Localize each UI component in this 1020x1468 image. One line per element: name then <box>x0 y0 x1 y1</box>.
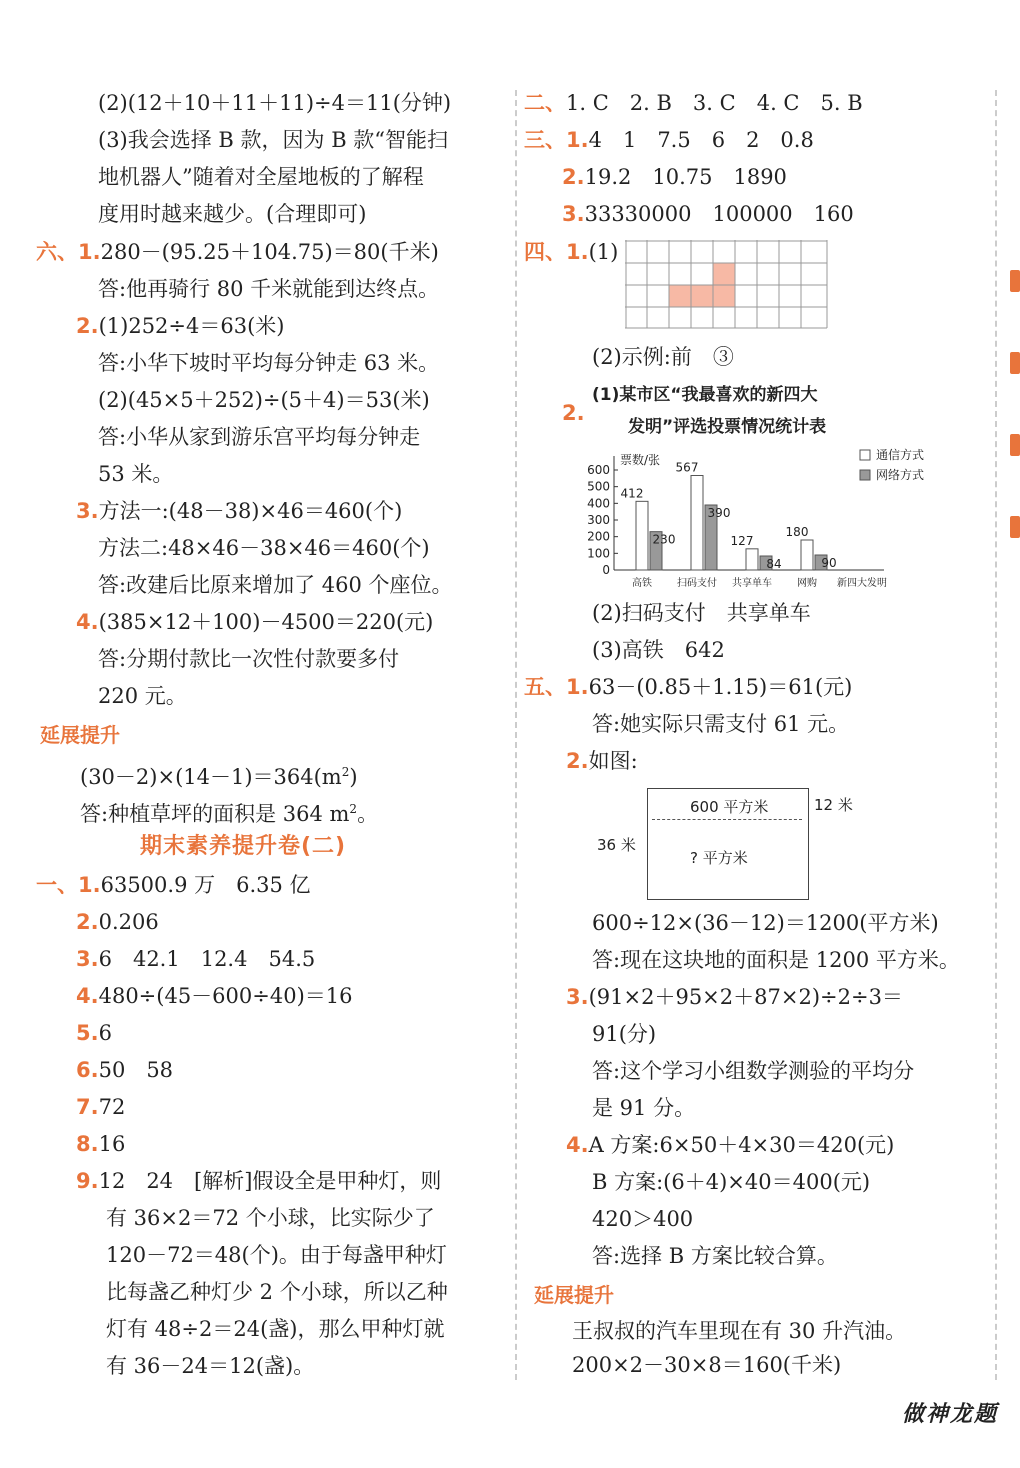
answer-text: (1)252÷4＝63(米) <box>98 314 285 338</box>
dimension-label: 12 米 <box>814 796 853 814</box>
x-tick-label: 共享单车 <box>732 578 772 589</box>
answer-5-2 <box>566 746 638 776</box>
extension-text: (30－2)×(14－1)＝364(m <box>80 765 342 789</box>
text-line: (2)(12＋10＋11＋11)÷4＝11(分钟) <box>98 91 452 115</box>
y-tick-label: 100 <box>587 546 610 561</box>
answer-text: (2)扫码支付 共享单车 <box>592 601 811 625</box>
answer-text: 有 36×2＝72 个小球，比实际少了 <box>106 1206 435 1230</box>
answer-text: 6 <box>98 1021 112 1045</box>
grid-cell <box>691 285 713 307</box>
grid-cell <box>669 285 691 307</box>
legend-label: 网络方式 <box>876 468 925 482</box>
answer-text: 答:这个学习小组数学测验的平均分 <box>592 1059 915 1083</box>
answer-5-3 <box>566 982 903 1012</box>
answer-text: 如图: <box>588 749 638 773</box>
answer-text: 33330000 100000 160 <box>584 202 854 226</box>
data-label: 390 <box>707 506 731 520</box>
legend-swatch <box>860 450 870 460</box>
grid-cell <box>713 263 735 285</box>
question-number: 4. <box>566 1133 589 1157</box>
question-number: 2. <box>76 314 99 338</box>
answer-text: 方法二:48×46－38×46＝460(个) <box>98 536 430 560</box>
answer-1-1 <box>36 870 311 900</box>
dimension-label: 36 米 <box>597 836 636 854</box>
extension-text: ) <box>349 765 358 789</box>
question-number: 1. <box>566 128 589 152</box>
area-label: 600 平方米 <box>690 798 769 816</box>
question-number: 1. <box>566 240 589 264</box>
question-6-4 <box>76 607 433 637</box>
answer-text: 0.206 <box>98 910 159 934</box>
answer-1-8 <box>76 1129 125 1159</box>
answer-text: 63500.9 万 6.35 亿 <box>100 873 311 897</box>
answer-5-1 <box>524 672 852 702</box>
bar <box>801 540 813 570</box>
answer-1-2 <box>76 907 159 937</box>
chart-title: 发明”评选投票情况统计表 <box>628 417 827 437</box>
answer-text: 480÷(45－600÷40)＝16 <box>98 984 353 1008</box>
bar-chart <box>584 448 954 594</box>
answer-text: 6 42.1 12.4 54.5 <box>98 947 316 971</box>
edge-mark <box>1010 352 1020 374</box>
answer-3-3 <box>562 199 854 229</box>
superscript: 2 <box>341 765 350 779</box>
answer-text: (3)高铁 642 <box>592 638 725 662</box>
answer-text: 50 58 <box>98 1058 174 1082</box>
data-label: 412 <box>620 486 644 501</box>
question-number: 1. <box>78 240 101 264</box>
answer-text: 12 24 [解析]假设全是甲种灯，则 <box>98 1169 442 1193</box>
legend-label: 通信方式 <box>876 448 925 462</box>
answer-text: 方法一:(48－38)×46＝460(个) <box>98 499 403 523</box>
bar <box>636 501 648 570</box>
extension-text: 200×2－30×8＝160(千米) <box>572 1353 842 1377</box>
data-label: 230 <box>652 532 676 547</box>
question-number: 1. <box>78 873 101 897</box>
page-edge-marks <box>1010 270 1020 598</box>
answer-text: 有 36－24＝12(盏)。 <box>106 1354 315 1378</box>
y-tick-label: 200 <box>587 529 610 544</box>
extension-header: 延展提升 <box>534 1283 614 1307</box>
footer-brand: 做神龙题 <box>901 1401 998 1427</box>
answer-text: 63－(0.85＋1.15)＝61(元) <box>588 675 853 699</box>
question-6-3 <box>76 496 402 526</box>
answer-text: 答:小华下坡时平均每分钟走 63 米。 <box>98 351 440 375</box>
extension-answer <box>80 794 378 829</box>
x-tick-label: 扫码支付 <box>677 578 717 589</box>
answer-text: 答:小华从家到游乐宫平均每分钟走 <box>98 425 421 449</box>
answer-text: 420＞400 <box>592 1207 694 1231</box>
extension-header: 延展提升 <box>40 723 120 747</box>
question-6-1 <box>36 237 439 267</box>
answer-text: 答:他再骑行 80 千米就能到达终点。 <box>98 277 440 301</box>
answer-text: 91(分) <box>592 1022 657 1046</box>
edge-mark <box>1010 434 1020 456</box>
edge-mark <box>1010 516 1020 538</box>
chart-title: (1)某市区“我最喜欢的新四大 <box>592 385 818 405</box>
answer-text: A 方案:6×50＋4×30＝420(元) <box>588 1133 895 1157</box>
answer-text: 72 <box>98 1095 126 1119</box>
answer-3-2 <box>562 162 787 192</box>
bar <box>746 549 758 570</box>
grid-figure <box>625 240 829 330</box>
legend-swatch <box>860 470 870 480</box>
answer-text: 比每盏乙种灯少 2 个小球，所以乙种 <box>106 1280 448 1304</box>
rectangle-figure <box>647 788 809 900</box>
answer-1-5 <box>76 1018 112 1048</box>
answer-text: (2)(45×5＋252)÷(5＋4)＝53(米) <box>98 388 430 412</box>
question-number: 9. <box>76 1169 99 1193</box>
section-label: 四、 <box>524 240 566 264</box>
edge-mark <box>1010 270 1020 292</box>
x-tick-label: 新四大发明 <box>837 578 887 589</box>
answer-4-1 <box>524 237 618 267</box>
data-label: 567 <box>675 460 699 475</box>
x-tick-label: 网购 <box>797 578 817 589</box>
question-number: 2. <box>566 749 589 773</box>
answer-text: B 方案:(6＋4)×40＝400(元) <box>592 1170 871 1194</box>
column-divider <box>515 90 517 1380</box>
answer-text: 53 米。 <box>98 462 174 486</box>
section-label: 五、 <box>524 675 566 699</box>
y-tick-label: 400 <box>587 496 610 511</box>
answer-3-1 <box>524 125 814 155</box>
answer-1-9 <box>76 1166 441 1196</box>
answer-1-7 <box>76 1092 125 1122</box>
section-2-answers <box>524 88 863 118</box>
answer-text: 280－(95.25＋104.75)＝80(千米) <box>100 240 439 264</box>
answer-text: 答:分期付款比一次性付款要多付 <box>98 647 400 671</box>
question-number: 1. <box>566 675 589 699</box>
answer-text: 4 1 7.5 6 2 0.8 <box>588 128 814 152</box>
data-label: 180 <box>785 525 809 539</box>
question-number: 3. <box>76 499 99 523</box>
extension-text: 。 <box>357 802 379 826</box>
question-number: 4. <box>76 984 99 1008</box>
y-tick-label: 300 <box>587 513 610 527</box>
section-label: 二、 <box>524 91 566 115</box>
answer-text: 120－72＝48(个)。由于每盏甲种灯 <box>106 1243 447 1267</box>
column-divider-right <box>995 90 997 1380</box>
question-number: 2. <box>76 910 99 934</box>
answer-text: 220 元。 <box>98 684 187 708</box>
y-tick-label: 0 <box>602 563 610 577</box>
answer-text: 600÷12×(36－12)＝1200(平方米) <box>592 911 939 935</box>
answer-text: 灯有 48÷2＝24(盏)，那么甲种灯就 <box>106 1317 445 1341</box>
extension-calc <box>80 757 358 792</box>
question-number: 2. <box>562 401 585 425</box>
question-number <box>562 398 585 428</box>
question-number: 6. <box>76 1058 99 1082</box>
section-label: 一、 <box>36 873 78 897</box>
question-number: 3. <box>76 947 99 971</box>
answer-text: 答:她实际只需支付 61 元。 <box>592 712 850 736</box>
answer-text: 答:现在这块地的面积是 1200 平方米。 <box>592 948 960 972</box>
data-label: 90 <box>821 556 837 570</box>
grid-cell <box>713 285 735 307</box>
question-number: 7. <box>76 1095 99 1119</box>
answer-text: 1. C 2. B 3. C 4. C 5. B <box>566 91 863 115</box>
answer-text: (2)示例:前 ③ <box>592 345 734 369</box>
answer-1-6 <box>76 1055 173 1085</box>
y-axis-label: 票数/张 <box>620 453 661 467</box>
text-line: 地机器人”随着对全屋地板的了解程 <box>98 165 424 189</box>
data-label: 84 <box>766 557 782 571</box>
question-number: 2. <box>562 165 585 189</box>
y-tick-label: 600 <box>587 463 610 477</box>
text-line: 度用时越来越少。(合理即可) <box>98 202 367 226</box>
answer-text: 答:改建后比原来增加了 460 个座位。 <box>98 573 453 597</box>
answer-5-4 <box>566 1130 894 1160</box>
answer-text: (1) <box>588 240 619 264</box>
text-line: (3)我会选择 B 款，因为 B 款“智能扫 <box>98 128 449 152</box>
data-label: 127 <box>730 533 754 548</box>
y-tick-label: 500 <box>587 479 610 494</box>
answer-text: (385×12＋100)－4500＝220(元) <box>98 610 434 634</box>
extension-text: 王叔叔的汽车里现在有 30 升汽油。 <box>572 1319 907 1343</box>
answer-text: 16 <box>98 1132 126 1156</box>
section-label: 六、 <box>36 240 78 264</box>
question-number: 4. <box>76 610 99 634</box>
question-6-2 <box>76 311 285 341</box>
area-label: ? 平方米 <box>690 849 748 867</box>
superscript: 2 <box>349 802 358 816</box>
question-number: 3. <box>562 202 585 226</box>
answer-1-4 <box>76 981 353 1011</box>
question-number: 3. <box>566 985 589 1009</box>
section-title: 期末素养提升卷(二) <box>140 834 347 859</box>
answer-text: (91×2＋95×2＋87×2)÷2÷3＝ <box>588 985 903 1009</box>
answer-text: 是 91 分。 <box>592 1096 696 1120</box>
question-number: 8. <box>76 1132 99 1156</box>
answer-text: 答:选择 B 方案比较合算。 <box>592 1244 838 1268</box>
section-label: 三、 <box>524 128 566 152</box>
extension-text: 答:种植草坪的面积是 364 m <box>80 802 350 826</box>
question-number: 5. <box>76 1021 99 1045</box>
x-tick-label: 高铁 <box>632 578 652 589</box>
bar <box>691 476 703 571</box>
answer-text: 19.2 10.75 1890 <box>584 165 787 189</box>
answer-1-3 <box>76 944 315 974</box>
